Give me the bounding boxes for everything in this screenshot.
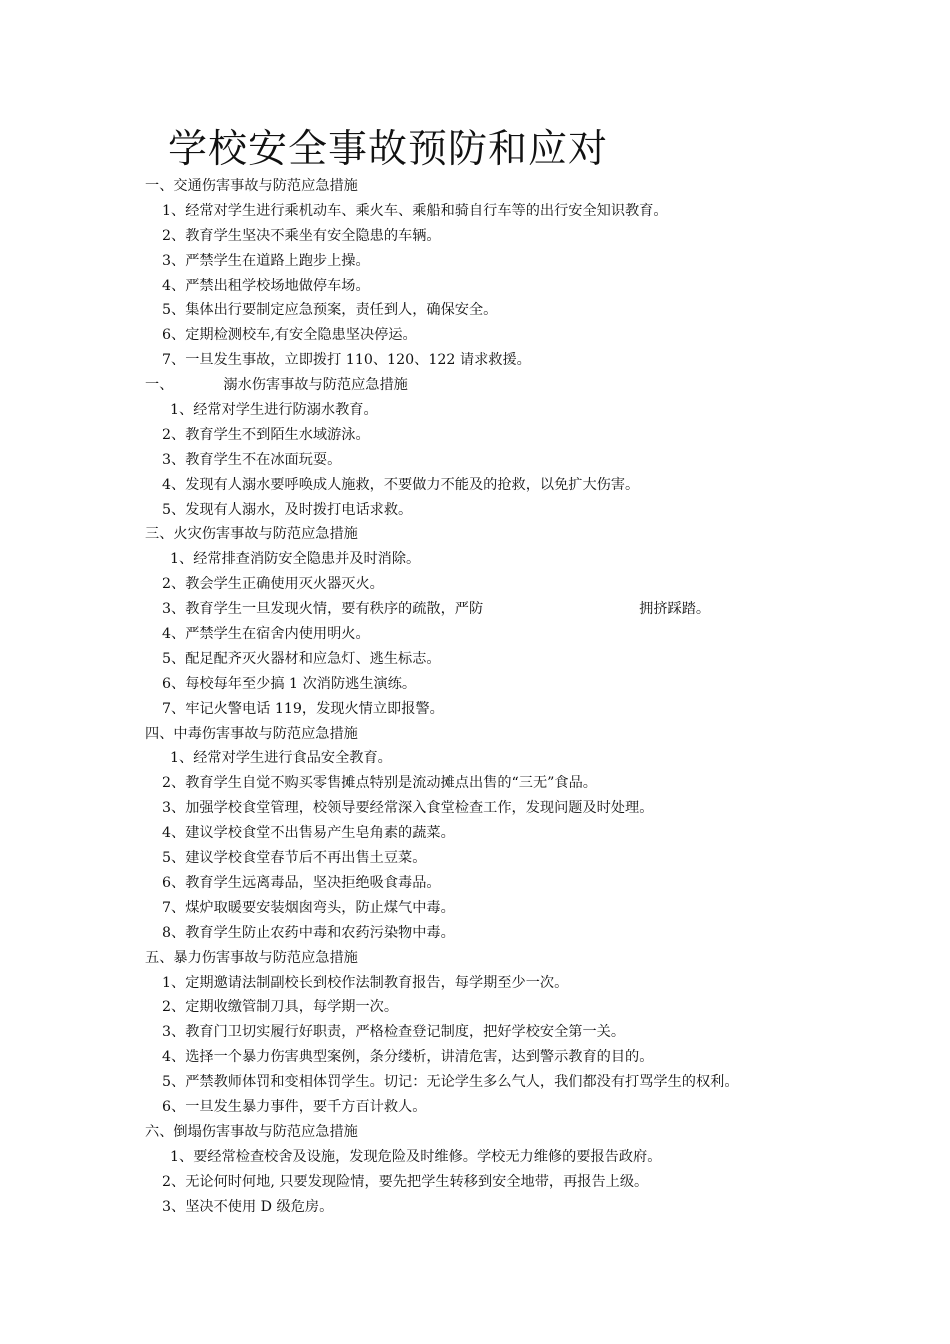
- list-item: 5、建议学校食堂春节后不再出售土豆菜。: [162, 850, 427, 867]
- list-item: 6、定期检测校车,有安全隐患坚决停运。: [162, 327, 417, 344]
- list-item: 3、坚决不使用 D 级危房。: [162, 1198, 334, 1215]
- list-item: 5、严禁教师体罚和变相体罚学生。切记：无论学生多么气人，我们都没有打骂学生的权利。: [162, 1074, 739, 1091]
- list-item: 3、加强学校食堂管理，校领导要经常深入食堂检查工作，发现问题及时处理。: [162, 800, 654, 817]
- list-item: 6、每校每年至少搞 1 次消防逃生演练。: [162, 675, 417, 692]
- list-item: 1、要经常检查校舍及设施，发现危险及时维修。学校无力维修的要报告政府。: [170, 1148, 662, 1165]
- list-item: 2、教会学生正确使用灭火器灭火。: [162, 576, 384, 593]
- list-item: 5、发现有人溺水，及时拨打电话求救。: [162, 501, 413, 518]
- list-item: [145, 597, 845, 622]
- list-item: 2、教育学生坚决不乘坐有安全隐患的车辆。: [162, 227, 441, 244]
- list-item: 4、严禁出租学校场地做停车场。: [162, 277, 370, 294]
- list-item: 5、集体出行要制定应急预案，责任到人，确保安全。: [162, 302, 498, 319]
- list-item: 5、配足配齐灭火器材和应急灯、逃生标志。: [162, 650, 441, 667]
- list-item: 2、教育学生自觉不购买零售摊点特别是流动摊点出售的“三无”食品。: [162, 775, 597, 792]
- section-heading-drowning: [145, 373, 845, 398]
- list-item: 3、严禁学生在道路上跑步上操。: [162, 252, 370, 269]
- document-body: [145, 174, 845, 1219]
- list-item: 1、经常对学生进行食品安全教育。: [170, 750, 392, 767]
- section-heading-prefix: 一、: [145, 377, 174, 394]
- section-heading-violence: 五、暴力伤害事故与防范应急措施: [145, 949, 358, 966]
- list-item-tail: 拥挤踩踏。: [639, 601, 711, 618]
- document-title: 学校安全事故预防和应对: [168, 127, 609, 172]
- section-heading-poisoning: 四、中毒伤害事故与防范应急措施: [145, 725, 358, 742]
- list-item: 1、经常对学生进行防溺水教育。: [170, 402, 378, 419]
- list-item: 4、发现有人溺水要呼唤成人施救，不要做力不能及的抢救，以免扩大伤害。: [162, 476, 640, 493]
- section-heading-traffic: 一、交通伤害事故与防范应急措施: [145, 178, 358, 194]
- list-item: 8、教育学生防止农药中毒和农药污染物中毒。: [162, 924, 455, 941]
- list-item: 2、教育学生不到陌生水域游泳。: [162, 426, 370, 443]
- list-item: 1、定期邀请法制副校长到校作法制教育报告，每学期至少一次。: [162, 974, 569, 991]
- section-heading-collapse: 六、倒塌伤害事故与防范应急措施: [145, 1123, 358, 1140]
- list-item: 3、教育门卫切实履行好职责，严格检查登记制度，把好学校安全第一关。: [162, 1024, 626, 1041]
- list-item-text: 3、教育学生一旦发现火情，要有秩序的疏散，严防: [162, 601, 484, 618]
- list-item: 2、定期收缴管制刀具，每学期一次。: [162, 999, 399, 1016]
- list-item: 2、无论何时何地, 只要发现险情，要先把学生转移到安全地带，再报告上级。: [162, 1173, 649, 1190]
- list-item: 6、教育学生远离毒品，坚决拒绝吸食毒品。: [162, 874, 441, 891]
- list-item: 4、建议学校食堂不出售易产生皂角素的蔬菜。: [162, 825, 455, 842]
- list-item: 7、牢记火警电话 119，发现火情立即报警。: [162, 700, 444, 717]
- list-item: 4、选择一个暴力伤害典型案例，条分缕析，讲清危害，达到警示教育的目的。: [162, 1049, 654, 1066]
- list-item: 3、教育学生不在冰面玩耍。: [162, 451, 342, 468]
- list-item: 7、一旦发生事故，立即拨打 110、120、122 请求救援。: [162, 352, 531, 369]
- list-item: 4、严禁学生在宿舍内使用明火。: [162, 626, 370, 643]
- list-item: 7、煤炉取暖要安装烟囱弯头，防止煤气中毒。: [162, 899, 455, 916]
- section-heading-text: 溺水伤害事故与防范应急措施: [223, 377, 408, 394]
- list-item: 6、一旦发生暴力事件，要千方百计救人。: [162, 1098, 427, 1115]
- section-heading-fire: 三、火灾伤害事故与防范应急措施: [145, 526, 358, 543]
- list-item: 1、经常对学生进行乘机动车、乘火车、乘船和骑自行车等的出行安全知识教育。: [162, 202, 668, 219]
- list-item: 1、经常排查消防安全隐患并及时消除。: [170, 551, 421, 568]
